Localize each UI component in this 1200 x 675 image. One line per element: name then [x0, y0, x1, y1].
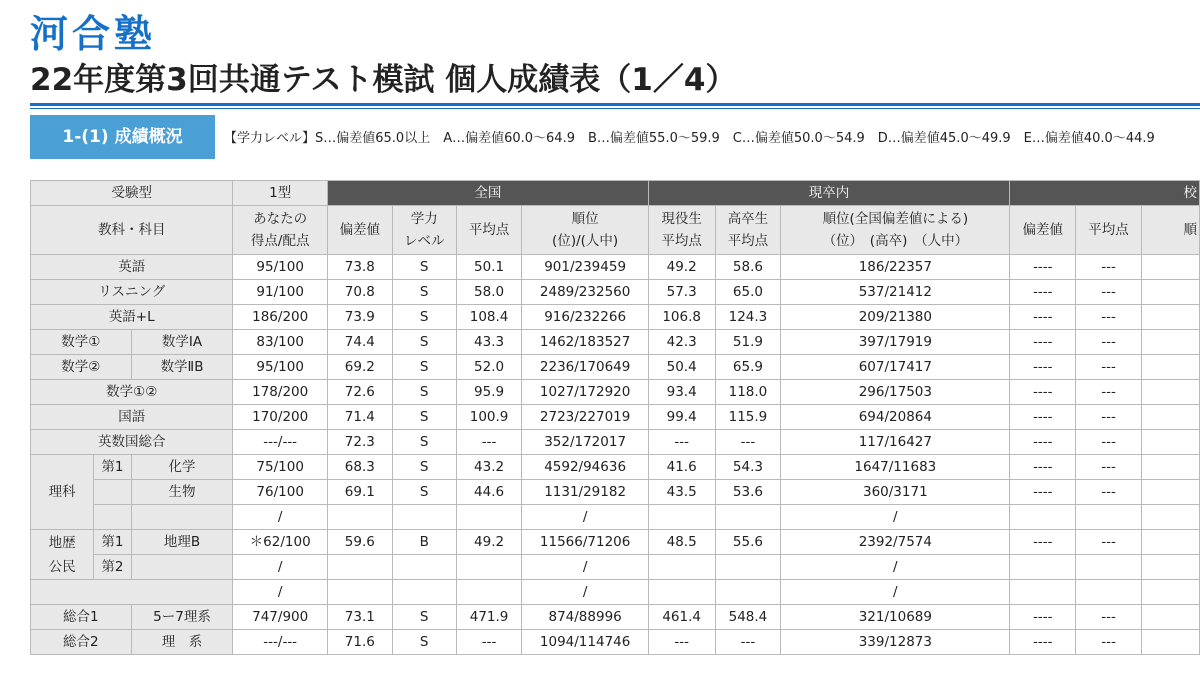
row-cur-rank: 694/20864	[781, 405, 1010, 430]
row-dev: 71.6	[327, 630, 392, 655]
row-school-dev	[1010, 555, 1076, 580]
exam-type-value: 1型	[233, 181, 327, 206]
table-row	[31, 405, 1200, 430]
row-cur-rank: 186/22357	[781, 255, 1010, 280]
row-score: 83/100	[233, 330, 327, 355]
row-cur-avg: ---	[648, 430, 715, 455]
level-legend: 【学力レベル】S…偏差値65.0以上 A…偏差値60.0〜64.9 B…偏差値55.0〜59.9 C…偏差値50.0〜54.9 D…偏差値45.0〜49.9 E…偏差値40.0〜44.9	[224, 131, 1155, 146]
row-cur-avg: 93.4	[648, 380, 715, 405]
row-school-avg: ---	[1076, 380, 1142, 405]
row-rank: /	[522, 580, 648, 605]
group-current: 現卒内	[648, 181, 1010, 206]
row-subject: 数学ⅠA	[131, 330, 233, 355]
col-school-dev: 偏差値	[1010, 206, 1076, 255]
col-dev: 偏差値	[327, 206, 392, 255]
group-extra: 校	[1010, 181, 1200, 206]
row-grad-avg: 548.4	[715, 605, 781, 630]
row-rank: 2489/232560	[522, 280, 648, 305]
row-school-rank	[1141, 305, 1199, 330]
title-rule-thin	[30, 108, 1200, 109]
row-school-rank	[1141, 255, 1199, 280]
row-score: 76/100	[233, 480, 327, 505]
row-level: B	[392, 530, 456, 555]
row-grad-avg: 65.9	[715, 355, 781, 380]
row-grad-avg: ---	[715, 430, 781, 455]
row-subject: 5ー7理系	[131, 605, 233, 630]
row-dev: 73.1	[327, 605, 392, 630]
row-school-rank	[1141, 280, 1199, 305]
row-grad-avg: 124.3	[715, 305, 781, 330]
row-school-avg	[1076, 580, 1142, 605]
row-grad-avg	[715, 555, 781, 580]
row-avg: 108.4	[456, 305, 522, 330]
row-school-rank	[1141, 580, 1199, 605]
row-subject: 数学①②	[31, 380, 233, 405]
row-grad-avg: 55.6	[715, 530, 781, 555]
row-rank: /	[522, 555, 648, 580]
row-group: 地歴 公民	[31, 530, 94, 580]
row-level	[392, 505, 456, 530]
row-grad-avg	[715, 505, 781, 530]
row-school-dev: ----	[1010, 405, 1076, 430]
row-avg	[456, 580, 522, 605]
row-rank: 2236/170649	[522, 355, 648, 380]
row-rank: 4592/94636	[522, 455, 648, 480]
row-subject: 化学	[131, 455, 233, 480]
table-row	[31, 530, 1200, 555]
row-cur-rank: /	[781, 505, 1010, 530]
row-dev	[327, 580, 392, 605]
row-school-dev: ----	[1010, 280, 1076, 305]
row-school-rank	[1141, 430, 1199, 455]
row-score: 95/100	[233, 355, 327, 380]
row-avg: ---	[456, 430, 522, 455]
row-subject: 生物	[131, 480, 233, 505]
row-avg: 43.3	[456, 330, 522, 355]
row-school-dev: ----	[1010, 530, 1076, 555]
row-level: S	[392, 630, 456, 655]
row-school-dev: ----	[1010, 355, 1076, 380]
row-cur-rank: 209/21380	[781, 305, 1010, 330]
row-grad-avg: 118.0	[715, 380, 781, 405]
row-order: 第1	[94, 530, 131, 555]
kawaijuku-logo: 河合塾	[30, 12, 157, 56]
row-school-avg: ---	[1076, 480, 1142, 505]
row-level	[392, 555, 456, 580]
row-school-dev: ----	[1010, 380, 1076, 405]
col-level: 学力 レベル	[392, 206, 456, 255]
table-row	[31, 280, 1200, 305]
col-cur-avg: 現役生 平均点	[648, 206, 715, 255]
row-avg: 50.1	[456, 255, 522, 280]
row-school-avg	[1076, 555, 1142, 580]
row-level: S	[392, 355, 456, 380]
row-school-rank	[1141, 480, 1199, 505]
row-avg	[456, 555, 522, 580]
row-dev: 71.4	[327, 405, 392, 430]
row-school-avg	[1076, 505, 1142, 530]
row-grad-avg: 115.9	[715, 405, 781, 430]
row-level: S	[392, 480, 456, 505]
row-score: 95/100	[233, 255, 327, 280]
row-score: ---/---	[233, 630, 327, 655]
row-subject: 英数国総合	[31, 430, 233, 455]
row-school-avg: ---	[1076, 430, 1142, 455]
row-level: S	[392, 330, 456, 355]
row-school-rank	[1141, 630, 1199, 655]
row-school-avg: ---	[1076, 605, 1142, 630]
section-label: 1-(1) 成績概況	[30, 115, 215, 159]
row-subject: 英語	[31, 255, 233, 280]
row-rank: 11566/71206	[522, 530, 648, 555]
row-avg: 52.0	[456, 355, 522, 380]
col-grad-avg: 高卒生 平均点	[715, 206, 781, 255]
row-school-dev: ----	[1010, 255, 1076, 280]
row-score: 91/100	[233, 280, 327, 305]
row-school-rank	[1141, 355, 1199, 380]
row-school-dev: ----	[1010, 330, 1076, 355]
row-rank: 1027/172920	[522, 380, 648, 405]
row-cur-rank: /	[781, 580, 1010, 605]
table-row	[31, 355, 1200, 380]
row-level: S	[392, 255, 456, 280]
results-table	[30, 180, 1200, 655]
row-dev: 70.8	[327, 280, 392, 305]
row-group: 数学②	[31, 355, 132, 380]
table-row	[31, 430, 1200, 455]
col-school-avg: 平均点	[1076, 206, 1142, 255]
row-score: /	[233, 505, 327, 530]
row-level: S	[392, 380, 456, 405]
row-group: 総合1	[31, 605, 132, 630]
row-group: 総合2	[31, 630, 132, 655]
row-grad-avg: 51.9	[715, 330, 781, 355]
row-avg: 44.6	[456, 480, 522, 505]
row-rank: 1131/29182	[522, 480, 648, 505]
table-row	[31, 480, 1200, 505]
row-dev: 72.6	[327, 380, 392, 405]
row-subject: 地理B	[131, 530, 233, 555]
row-school-avg: ---	[1076, 330, 1142, 355]
row-grad-avg: 65.0	[715, 280, 781, 305]
row-order	[94, 480, 131, 505]
row-cur-avg: 49.2	[648, 255, 715, 280]
row-avg: 58.0	[456, 280, 522, 305]
row-avg: 471.9	[456, 605, 522, 630]
row-school-dev: ----	[1010, 480, 1076, 505]
row-avg: 95.9	[456, 380, 522, 405]
row-dev	[327, 555, 392, 580]
row-school-avg: ---	[1076, 355, 1142, 380]
row-cur-avg	[648, 580, 715, 605]
row-rank: 874/88996	[522, 605, 648, 630]
row-level: S	[392, 430, 456, 455]
row-cur-avg: 99.4	[648, 405, 715, 430]
row-dev: 73.9	[327, 305, 392, 330]
row-avg: 49.2	[456, 530, 522, 555]
row-school-dev: ----	[1010, 605, 1076, 630]
row-score: /	[233, 580, 327, 605]
row-grad-avg: 53.6	[715, 480, 781, 505]
row-level: S	[392, 280, 456, 305]
exam-type-label: 受験型	[31, 181, 233, 206]
row-avg: ---	[456, 630, 522, 655]
col-school-rank: 順	[1141, 206, 1199, 255]
row-cur-rank: /	[781, 555, 1010, 580]
row-subject: 英語+L	[31, 305, 233, 330]
col-score: あなたの 得点/配点	[233, 206, 327, 255]
row-school-dev: ----	[1010, 305, 1076, 330]
row-school-dev: ----	[1010, 630, 1076, 655]
row-school-avg: ---	[1076, 280, 1142, 305]
table-row	[31, 580, 1200, 605]
row-level: S	[392, 605, 456, 630]
row-grad-avg	[715, 580, 781, 605]
row-grad-avg: 54.3	[715, 455, 781, 480]
row-school-avg: ---	[1076, 455, 1142, 480]
table-row	[31, 255, 1200, 280]
row-avg: 43.2	[456, 455, 522, 480]
row-score: 75/100	[233, 455, 327, 480]
row-cur-avg: 43.5	[648, 480, 715, 505]
row-school-rank	[1141, 555, 1199, 580]
row-dev: 72.3	[327, 430, 392, 455]
row-dev: 68.3	[327, 455, 392, 480]
row-group: 理科	[31, 455, 94, 530]
row-cur-rank: 339/12873	[781, 630, 1010, 655]
row-dev: 74.4	[327, 330, 392, 355]
row-rank: 2723/227019	[522, 405, 648, 430]
row-cur-rank: 321/10689	[781, 605, 1010, 630]
row-cur-avg: 50.4	[648, 355, 715, 380]
title-rule	[30, 103, 1200, 106]
row-subject: リスニング	[31, 280, 233, 305]
row-cur-rank: 2392/7574	[781, 530, 1010, 555]
row-cur-avg: 461.4	[648, 605, 715, 630]
row-cur-avg: 57.3	[648, 280, 715, 305]
row-cur-avg: ---	[648, 630, 715, 655]
header-row-columns	[31, 206, 1200, 255]
row-cur-rank: 537/21412	[781, 280, 1010, 305]
row-rank: 352/172017	[522, 430, 648, 455]
col-cur-rank: 順位(全国偏差値による) （位） (高卒) （人中）	[781, 206, 1010, 255]
row-score: ---/---	[233, 430, 327, 455]
table-row	[31, 555, 1200, 580]
row-school-dev	[1010, 580, 1076, 605]
row-subject	[31, 580, 233, 605]
row-cur-avg: 42.3	[648, 330, 715, 355]
row-cur-avg: 48.5	[648, 530, 715, 555]
row-school-rank	[1141, 505, 1199, 530]
col-subject: 教科・科目	[31, 206, 233, 255]
row-rank: 1094/114746	[522, 630, 648, 655]
row-subject	[131, 555, 233, 580]
row-school-avg: ---	[1076, 530, 1142, 555]
col-avg: 平均点	[456, 206, 522, 255]
row-order: 第2	[94, 555, 131, 580]
row-subject: 数学ⅡB	[131, 355, 233, 380]
row-school-dev	[1010, 505, 1076, 530]
row-level: S	[392, 405, 456, 430]
row-avg	[456, 505, 522, 530]
row-school-avg: ---	[1076, 255, 1142, 280]
col-rank: 順位 (位)/(人中)	[522, 206, 648, 255]
row-grad-avg: 58.6	[715, 255, 781, 280]
row-cur-rank: 360/3171	[781, 480, 1010, 505]
row-avg: 100.9	[456, 405, 522, 430]
row-subject: 国語	[31, 405, 233, 430]
header-row-top	[31, 181, 1200, 206]
row-cur-avg	[648, 505, 715, 530]
table-row	[31, 305, 1200, 330]
row-score: 747/900	[233, 605, 327, 630]
row-cur-rank: 296/17503	[781, 380, 1010, 405]
row-score: ＊62/100	[233, 530, 327, 555]
row-score: 178/200	[233, 380, 327, 405]
row-level: S	[392, 455, 456, 480]
row-cur-rank: 607/17417	[781, 355, 1010, 380]
row-dev: 69.2	[327, 355, 392, 380]
row-school-rank	[1141, 405, 1199, 430]
row-score: 170/200	[233, 405, 327, 430]
page-title: 22年度第3回共通テスト模試 個人成績表（1／4）	[30, 62, 737, 98]
row-rank: 916/232266	[522, 305, 648, 330]
table-row	[31, 380, 1200, 405]
table-row	[31, 330, 1200, 355]
row-order	[94, 505, 131, 530]
row-dev: 69.1	[327, 480, 392, 505]
table-row	[31, 455, 1200, 480]
row-school-rank	[1141, 530, 1199, 555]
row-score: 186/200	[233, 305, 327, 330]
table-row	[31, 505, 1200, 530]
row-group: 数学①	[31, 330, 132, 355]
row-school-dev: ----	[1010, 430, 1076, 455]
group-national: 全国	[327, 181, 648, 206]
row-grad-avg: ---	[715, 630, 781, 655]
row-school-rank	[1141, 605, 1199, 630]
row-school-rank	[1141, 380, 1199, 405]
row-order: 第1	[94, 455, 131, 480]
row-rank: 901/239459	[522, 255, 648, 280]
row-level: S	[392, 305, 456, 330]
row-school-avg: ---	[1076, 305, 1142, 330]
row-cur-rank: 1647/11683	[781, 455, 1010, 480]
row-dev	[327, 505, 392, 530]
row-cur-avg: 41.6	[648, 455, 715, 480]
row-school-avg: ---	[1076, 630, 1142, 655]
row-subject: 理 系	[131, 630, 233, 655]
row-school-rank	[1141, 330, 1199, 355]
row-rank: /	[522, 505, 648, 530]
table-row	[31, 605, 1200, 630]
row-cur-avg: 106.8	[648, 305, 715, 330]
row-school-dev: ----	[1010, 455, 1076, 480]
table-row	[31, 630, 1200, 655]
row-score: /	[233, 555, 327, 580]
row-dev: 59.6	[327, 530, 392, 555]
row-level	[392, 580, 456, 605]
row-cur-rank: 117/16427	[781, 430, 1010, 455]
row-rank: 1462/183527	[522, 330, 648, 355]
row-cur-avg	[648, 555, 715, 580]
row-subject	[131, 505, 233, 530]
row-dev: 73.8	[327, 255, 392, 280]
row-school-avg: ---	[1076, 405, 1142, 430]
row-cur-rank: 397/17919	[781, 330, 1010, 355]
row-school-rank	[1141, 455, 1199, 480]
